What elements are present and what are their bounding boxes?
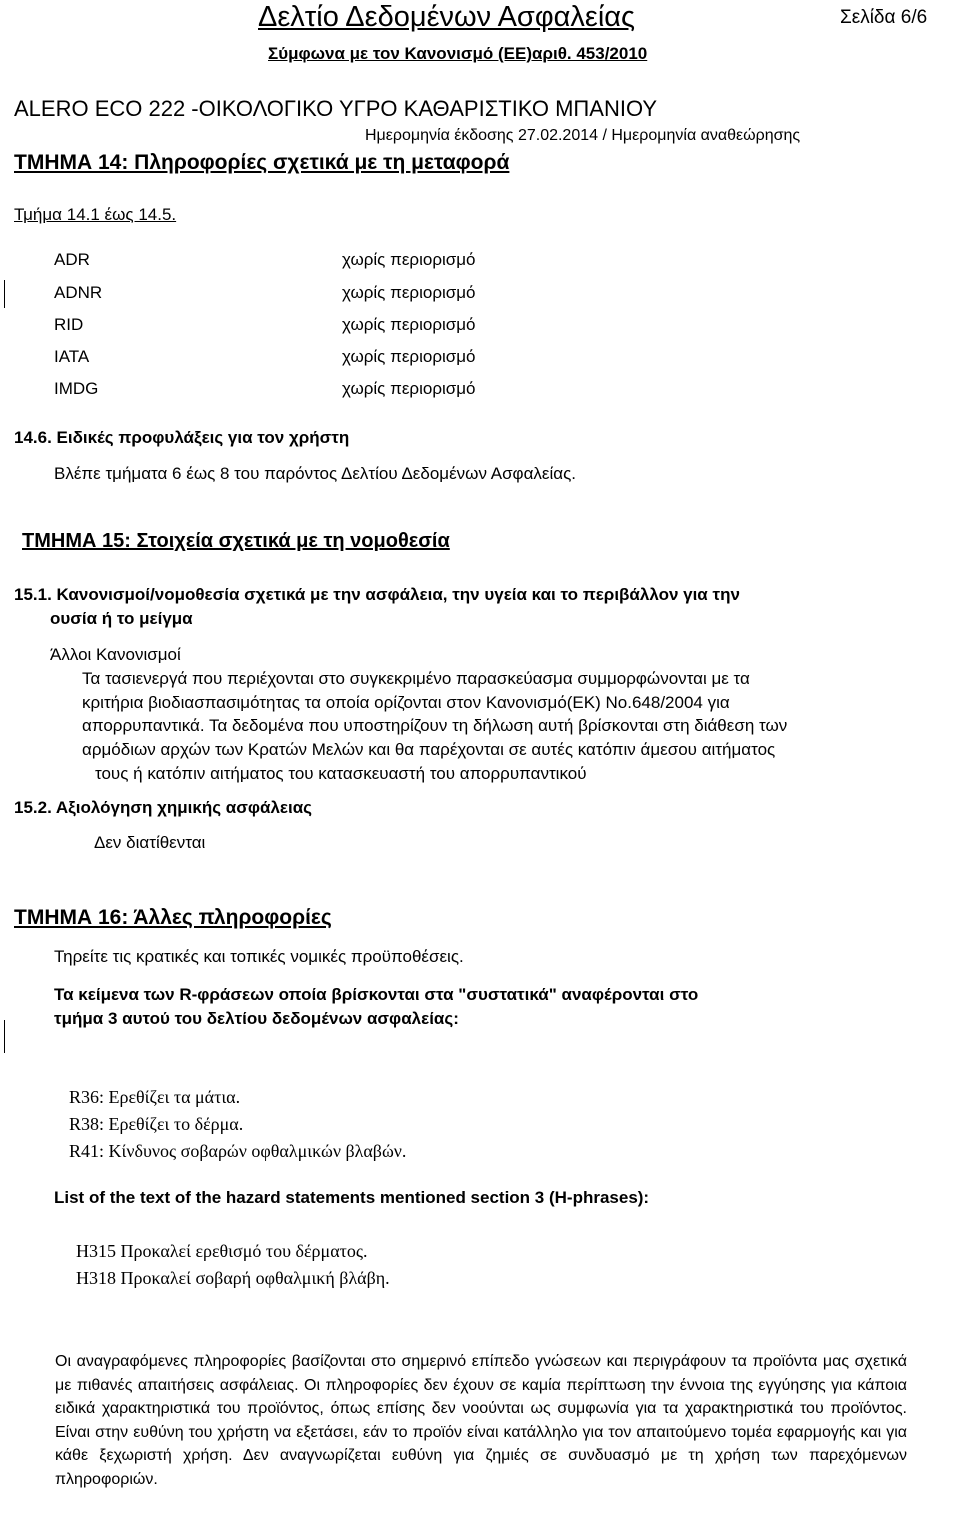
special-precautions-text: Βλέπε τμήματα 6 έως 8 του παρόντος Δελτίου Δεδομένων Ασφαλείας. bbox=[54, 464, 577, 483]
surfactant-text-line-2: κριτήρια βιοδιασπασιμότητας τα οποία ορίζονται στον Κανονισμό(ΕΚ) Νο.648/2004 για bbox=[82, 693, 730, 712]
document-title: Δελτίο Δεδομένων Ασφαλείας bbox=[258, 1, 636, 33]
section-14-subrange: Τμήμα 14.1 έως 14.5. bbox=[14, 205, 177, 224]
r-phrase: R36: Ερεθίζει τα μάτια. bbox=[69, 1087, 241, 1107]
r-phrases-heading-line-1: Τα κείμενα των R-φράσεων οποία βρίσκονται στα "συστατικά" αναφέρονται στο bbox=[54, 985, 699, 1004]
transport-value-rid: χωρίς περιορισμό bbox=[342, 315, 476, 334]
transport-value-adr: χωρίς περιορισμό bbox=[342, 250, 476, 269]
r-phrase: R41: Κίνδυνος σοβαρών οφθαλμικών βλαβών. bbox=[69, 1141, 407, 1161]
h-phrases-heading: List of the text of the hazard statements mentioned section 3 (H-phrases): bbox=[54, 1188, 650, 1207]
r-phrases-heading-line-2: τμήμα 3 αυτού του δελτίου δεδομένων ασφαλείας: bbox=[54, 1009, 459, 1028]
regulation-reference: Σύμφωνα με τον Κανονισμό (ΕΕ)αριθ. 453/2010 bbox=[268, 44, 648, 63]
other-regulations-label: Άλλοι Κανονισμοί bbox=[50, 645, 181, 664]
transport-value-iata: χωρίς περιορισμό bbox=[342, 347, 476, 366]
transport-mode-imdg: IMDG bbox=[54, 379, 99, 398]
section-14-heading: ΤΜΗΜΑ 14: Πληροφορίες σχετικά με τη μεταφορά bbox=[14, 151, 510, 174]
revision-bar bbox=[4, 280, 5, 308]
surfactant-text-line-4: αρμόδιων αρχών των Κρατών Μελών και θα παρέχονται σε αυτές κατόπιν άμεσου αιτήματος bbox=[82, 740, 776, 759]
h-phrase: H315 Προκαλεί ερεθισμό του δέρματος. bbox=[76, 1241, 368, 1261]
h-phrase: H318 Προκαλεί σοβαρή οφθαλμική βλάβη. bbox=[76, 1268, 390, 1288]
special-precautions-heading: 14.6. Ειδικές προφυλάξεις για τον χρήστη bbox=[14, 428, 350, 447]
transport-mode-adnr: ADNR bbox=[54, 283, 103, 302]
chemical-safety-heading: 15.2. Αξιολόγηση χημικής ασφάλειας bbox=[14, 798, 313, 817]
transport-mode-adr: ADR bbox=[54, 250, 90, 269]
revision-bar bbox=[4, 1020, 5, 1053]
regulations-subheading-line-2: ουσία ή το μείγμα bbox=[50, 609, 193, 628]
transport-mode-iata: IATA bbox=[54, 347, 90, 366]
legal-compliance-text: Τηρείτε τις κρατικές και τοπικές νομικές προϋποθέσεις. bbox=[54, 947, 464, 966]
section-15-heading: ΤΜΗΜΑ 15: Στοιχεία σχετικά με τη νομοθεσία bbox=[22, 530, 450, 552]
issue-dates: Ημερομηνία έκδοσης 27.02.2014 / Ημερομηνία αναθεώρησης bbox=[365, 127, 801, 144]
transport-value-imdg: χωρίς περιορισμό bbox=[342, 379, 476, 398]
transport-mode-rid: RID bbox=[54, 315, 84, 334]
regulations-subheading-line-1: 15.1. Κανονισμοί/νομοθεσία σχετικά με την ασφάλεια, την υγεία και το περιβάλλον για την bbox=[14, 585, 740, 604]
disclaimer-paragraph: Οι αναγραφόμενες πληροφορίες βασίζονται στο σημερινό επίπεδο γνώσεων και περιγράφουν τα προϊόντα μας σχετικά με πιθανές απαιτήσεις ασφάλειας. Οι πληροφορίες δεν έχουν σε καμία περίπτωση την έννοια της εγγύησης για κάποια ειδικά χαρακτηριστικά του προϊόντος, όπως επίσης δεν νοούνται ως συμφωνία για τα χαρακτηριστικά του προϊόντος. Είναι στην ευθύνη του χρήστη να εξετάσει, εάν το προϊόν είναι κατάλληλο για τον απαιτούμενο τομέα εφαρμογής και για κάθε ξεχωριστή χρήση. Δεν αναγνωρίζεται ευθύνη για ζημιές σε συνδυασμό με τη χρήση των παρεχόμενων πληροφοριών. bbox=[55, 1353, 907, 1488]
surfactant-text-line-5: τους ή κατόπιν αιτήματος του κατασκευαστή του απορρυπαντικού bbox=[95, 764, 587, 783]
chemical-safety-text: Δεν διατίθενται bbox=[94, 833, 206, 852]
product-name: ALERO ECO 222 -ΟΙΚΟΛΟΓΙΚΟ ΥΓΡΟ ΚΑΘΑΡΙΣΤΙΚΟ ΜΠΑΝΙΟΥ bbox=[14, 96, 658, 121]
transport-value-adnr: χωρίς περιορισμό bbox=[342, 283, 476, 302]
page-number: Σελίδα 6/6 bbox=[840, 7, 928, 28]
surfactant-text-line-1: Τα τασιενεργά που περιέχονται στο συγκεκριμένο παρασκεύασμα συμμορφώνονται με τα bbox=[82, 669, 750, 688]
r-phrase: R38: Ερεθίζει το δέρμα. bbox=[69, 1114, 244, 1134]
surfactant-text-line-3: απορρυπαντικά. Τα δεδομένα που υποστηρίζουν τη δήλωση αυτή βρίσκονται στη διάθεση των bbox=[82, 716, 788, 735]
section-16-heading: ΤΜΗΜΑ 16: Άλλες πληροφορίες bbox=[14, 906, 332, 929]
